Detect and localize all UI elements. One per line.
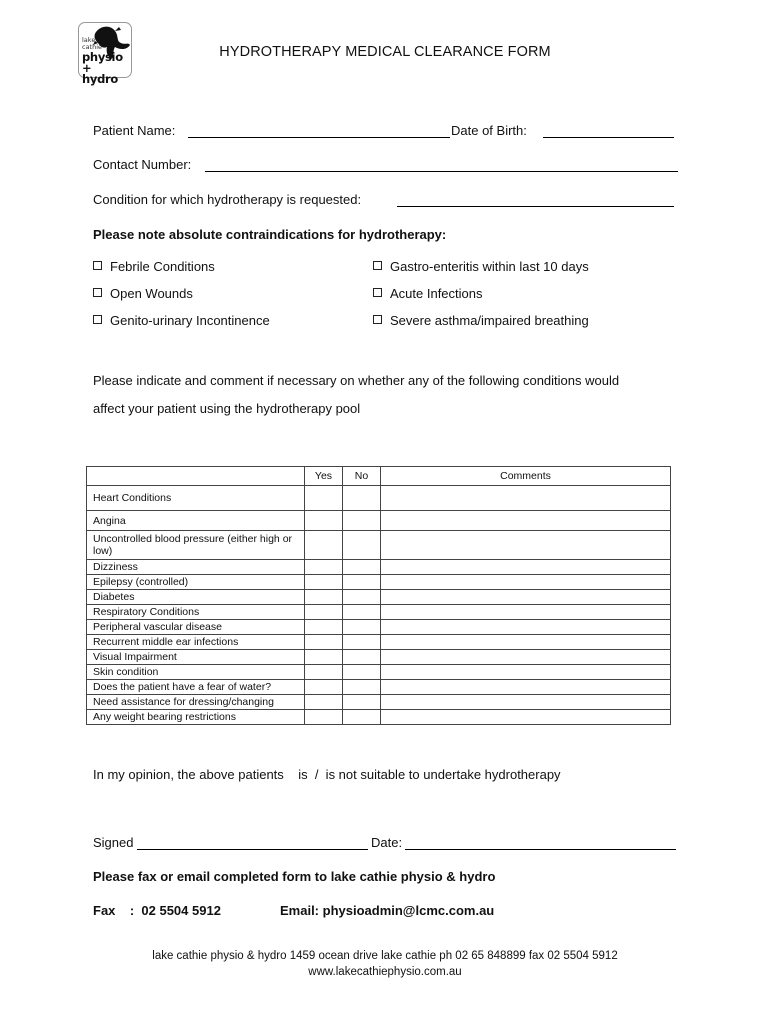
table-row: [87, 650, 671, 665]
row-label: Uncontrolled blood pressure (either high or low): [87, 531, 305, 560]
comments-cell[interactable]: [381, 665, 671, 680]
fax-number: Fax : 02 5504 5912: [93, 903, 221, 918]
header-condition: [87, 467, 305, 486]
contact-number-field[interactable]: [205, 171, 678, 172]
yes-cell[interactable]: [305, 695, 343, 710]
dob-label: Date of Birth:: [451, 123, 527, 138]
yes-cell[interactable]: [305, 650, 343, 665]
table-row: [87, 575, 671, 590]
logo-text-physio: physio: [82, 50, 123, 64]
checkbox-icon[interactable]: [373, 288, 382, 297]
logo-text-hydro: + hydro: [82, 61, 118, 86]
row-label: Diabetes: [87, 590, 305, 605]
condition-label: Condition for which hydrotherapy is requested:: [93, 192, 362, 207]
row-label: Angina: [87, 511, 305, 531]
yes-cell[interactable]: [305, 680, 343, 695]
table-row: [87, 710, 671, 725]
yes-cell[interactable]: [305, 590, 343, 605]
table-row: [87, 605, 671, 620]
row-label: Epilepsy (controlled): [87, 575, 305, 590]
row-label: Visual Impairment: [87, 650, 305, 665]
yes-cell[interactable]: [305, 560, 343, 575]
signed-label: Signed: [93, 835, 134, 850]
checkbox-icon[interactable]: [373, 315, 382, 324]
table-row: [87, 531, 671, 560]
no-cell[interactable]: [343, 710, 381, 725]
yes-cell[interactable]: [305, 665, 343, 680]
dob-field[interactable]: [543, 137, 674, 138]
table-row: [87, 680, 671, 695]
logo-text-lake: lake: [82, 36, 96, 44]
no-cell[interactable]: [343, 650, 381, 665]
date-label: Date:: [371, 835, 403, 850]
table-row: [87, 511, 671, 531]
no-cell[interactable]: [343, 620, 381, 635]
date-field[interactable]: [405, 849, 676, 850]
table-row: [87, 635, 671, 650]
table-row: [87, 590, 671, 605]
checkbox-icon[interactable]: [93, 288, 102, 297]
table-row: [87, 620, 671, 635]
row-label: Any weight bearing restrictions: [87, 710, 305, 725]
no-cell[interactable]: [343, 605, 381, 620]
contra-incontinence[interactable]: Genito-urinary Incontinence: [93, 313, 270, 329]
comments-cell[interactable]: [381, 531, 671, 560]
row-label: Peripheral vascular disease: [87, 620, 305, 635]
table-row: [87, 665, 671, 680]
header-yes: Yes: [305, 467, 343, 486]
no-cell[interactable]: [343, 531, 381, 560]
header-no: No: [343, 467, 381, 486]
patient-name-field[interactable]: [188, 137, 450, 138]
row-label: Recurrent middle ear infections: [87, 635, 305, 650]
table-row: [87, 486, 671, 511]
yes-cell[interactable]: [305, 531, 343, 560]
opinion-statement: In my opinion, the above patients is / is not suitable to undertake hydrotherapy: [93, 767, 561, 782]
no-cell[interactable]: [343, 560, 381, 575]
comments-cell[interactable]: [381, 650, 671, 665]
contra-febrile[interactable]: Febrile Conditions: [93, 259, 215, 275]
footer-website: www.lakecathiephysio.com.au: [308, 966, 462, 978]
comments-cell[interactable]: [381, 635, 671, 650]
contact-number-label: Contact Number:: [93, 157, 192, 172]
contraindications-heading: Please note absolute contraindications for hydrotherapy:: [93, 227, 447, 242]
patient-name-label: Patient Name:: [93, 123, 176, 138]
contra-open-wounds[interactable]: Open Wounds: [93, 286, 193, 302]
table-row: [87, 695, 671, 710]
comments-cell[interactable]: [381, 695, 671, 710]
email-address: Email: physioadmin@lcmc.com.au: [280, 903, 495, 918]
comments-cell[interactable]: [381, 560, 671, 575]
indicate-instructions-line2: affect your patient using the hydrotherapy pool: [93, 401, 361, 416]
row-label: Skin condition: [87, 665, 305, 680]
logo-text-cathie: cathie: [82, 43, 103, 51]
yes-cell[interactable]: [305, 486, 343, 511]
no-cell[interactable]: [343, 486, 381, 511]
no-cell[interactable]: [343, 665, 381, 680]
no-cell[interactable]: [343, 680, 381, 695]
row-label: Respiratory Conditions: [87, 605, 305, 620]
comments-cell[interactable]: [381, 575, 671, 590]
comments-cell[interactable]: [381, 620, 671, 635]
table-row: [87, 560, 671, 575]
condition-field[interactable]: [397, 206, 674, 207]
no-cell[interactable]: [343, 575, 381, 590]
contra-acute-infections[interactable]: Acute Infections: [373, 286, 483, 302]
row-label: Dizziness: [87, 560, 305, 575]
yes-cell[interactable]: [305, 575, 343, 590]
yes-cell[interactable]: [305, 620, 343, 635]
no-cell[interactable]: [343, 635, 381, 650]
footer-address: lake cathie physio & hydro 1459 ocean drive lake cathie ph 02 65 848899 fax 02 5504 5912: [152, 950, 618, 962]
fax-email-heading: Please fax or email completed form to lake cathie physio & hydro: [93, 869, 496, 884]
contra-asthma[interactable]: Severe asthma/impaired breathing: [373, 313, 589, 329]
no-cell[interactable]: [343, 511, 381, 531]
comments-cell[interactable]: [381, 710, 671, 725]
checkbox-icon[interactable]: [373, 261, 382, 270]
no-cell[interactable]: [343, 695, 381, 710]
yes-cell[interactable]: [305, 605, 343, 620]
form-title: HYDROTHERAPY MEDICAL CLEARANCE FORM: [219, 44, 551, 60]
no-cell[interactable]: [343, 590, 381, 605]
row-label: Heart Conditions: [87, 486, 305, 511]
checkbox-icon[interactable]: [93, 315, 102, 324]
comments-cell[interactable]: [381, 590, 671, 605]
checkbox-icon[interactable]: [93, 261, 102, 270]
comments-cell[interactable]: [381, 605, 671, 620]
header-comments: Comments: [381, 467, 671, 486]
signature-field[interactable]: [137, 849, 368, 850]
row-label: Need assistance for dressing/changing: [87, 695, 305, 710]
yes-cell[interactable]: [305, 635, 343, 650]
comments-cell[interactable]: [381, 511, 671, 531]
indicate-instructions-line1: Please indicate and comment if necessary on whether any of the following conditions would: [93, 373, 620, 388]
row-label: Does the patient have a fear of water?: [87, 680, 305, 695]
yes-cell[interactable]: [305, 710, 343, 725]
table-header-row: [87, 467, 671, 486]
comments-cell[interactable]: [381, 486, 671, 511]
contra-gastro[interactable]: Gastro-enteritis within last 10 days: [373, 259, 589, 275]
conditions-table: [86, 466, 671, 725]
comments-cell[interactable]: [381, 680, 671, 695]
yes-cell[interactable]: [305, 511, 343, 531]
